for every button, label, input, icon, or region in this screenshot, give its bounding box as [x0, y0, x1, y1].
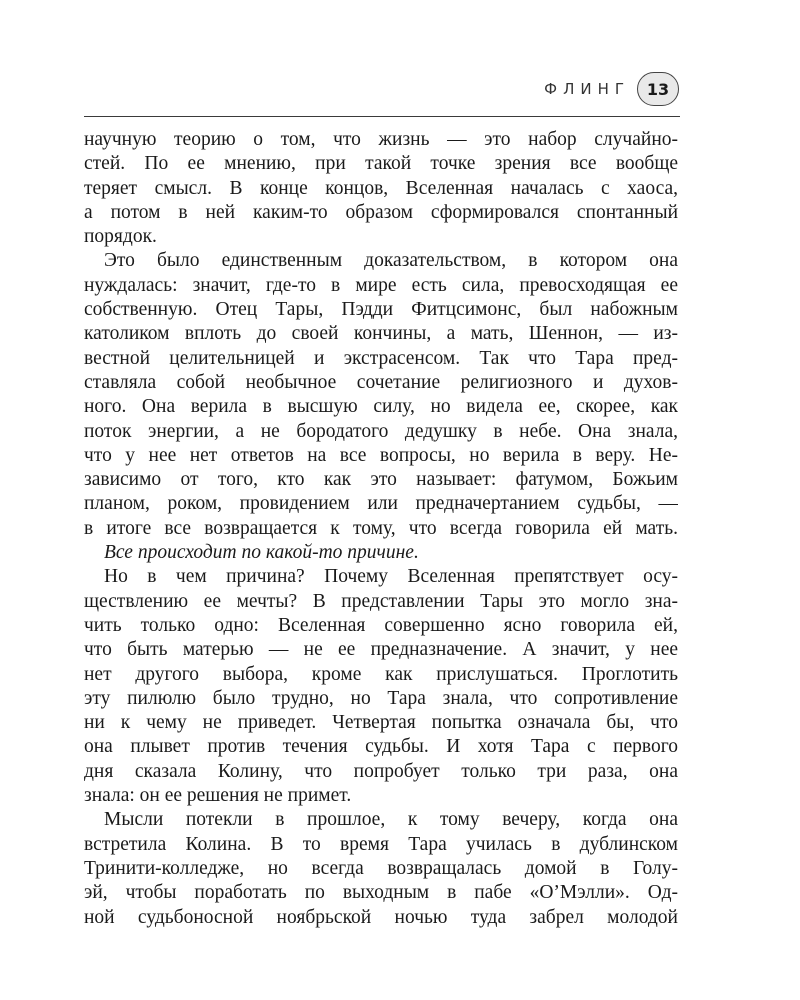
text-line: ществлению ее мечты? В представлении Тары это могло зна- — [84, 590, 678, 612]
text-line: дня сказала Колину, что попробует только три раза, она — [84, 760, 678, 782]
header-rule — [84, 116, 680, 117]
text-line: ного. Она верила в высшую силу, но видела ее, скорее, как — [84, 396, 678, 418]
text-line: Мысли потекли в прошлое, к тому вечеру, когда она — [104, 809, 678, 831]
text-line: порядок. — [84, 226, 157, 248]
running-title: ФЛИНГ — [544, 80, 630, 98]
text-line: ставляла собой необычное сочетание религиозного и духов- — [84, 371, 678, 393]
body-text — [84, 128, 678, 930]
text-line: что быть матерью — не ее предназначение. А значит, у нее — [84, 639, 678, 661]
text-line: Тринити-колледже, но всегда возвращалась домой в Голу- — [84, 857, 678, 879]
text-line: чить только одно: Вселенная совершенно ясно говорила ей, — [84, 614, 678, 636]
text-line: встретила Колина. В то время Тара училась в дублинском — [84, 833, 678, 855]
text-line: зависимо от того, кто как это называет: фатумом, Божьим — [84, 469, 678, 491]
page-number-badge: 13 — [637, 72, 679, 106]
text-line: католиком вплоть до своей кончины, а мать, Шеннон, — из- — [84, 323, 678, 345]
text-line: а потом в ней каким-то образом сформировался спонтанный — [84, 201, 678, 223]
text-line: нуждалась: значит, где-то в мире есть сила, превосходящая ее — [84, 274, 678, 296]
text-line: что у нее нет ответов на все вопросы, но верила в веру. Не- — [84, 444, 678, 466]
text-line: эй, чтобы поработать по выходным в пабе «О’Мэлли». Од- — [84, 882, 678, 904]
text-line: стей. По ее мнению, при такой точке зрения все вообще — [84, 153, 678, 175]
text-line: ной судьбоносной ноябрьской ночью туда забрел молодой — [84, 906, 678, 928]
text-line: собственную. Отец Тары, Пэдди Фитцсимонс, был набожным — [84, 299, 678, 321]
text-line: Это было единственным доказательством, в котором она — [104, 250, 678, 272]
text-line: вестной целительницей и экстрасенсом. Так что Тара пред- — [84, 347, 678, 369]
text-line: поток энергии, а не бородатого дедушку в небе. Она знала, — [84, 420, 678, 442]
text-line: ни к чему не приведет. Четвертая попытка означала бы, что — [84, 712, 678, 734]
text-line: в итоге все возвращается к тому, что всегда говорила ей мать. — [84, 517, 678, 539]
italic-text-line: Все происходит по какой-то причине. — [104, 542, 419, 564]
text-line: научную теорию о том, что жизнь — это набор случайно- — [84, 129, 678, 150]
text-line: теряет смысл. В конце концов, Вселенная началась с хаоса, — [84, 177, 678, 199]
text-line: нет другого выбора, кроме как прислушаться. Проглотить — [84, 663, 678, 685]
text-line: планом, роком, провидением или предначертанием судьбы, — — [84, 493, 678, 515]
text-line: знала: он ее решения не примет. — [84, 785, 352, 807]
text-line: она плывет против течения судьбы. И хотя Тара с первого — [84, 736, 678, 758]
text-line: эту пилюлю было трудно, но Тара знала, что сопротивление — [84, 687, 678, 709]
page-header — [0, 72, 800, 112]
text-line: Но в чем причина? Почему Вселенная препятствует осу- — [104, 566, 678, 588]
